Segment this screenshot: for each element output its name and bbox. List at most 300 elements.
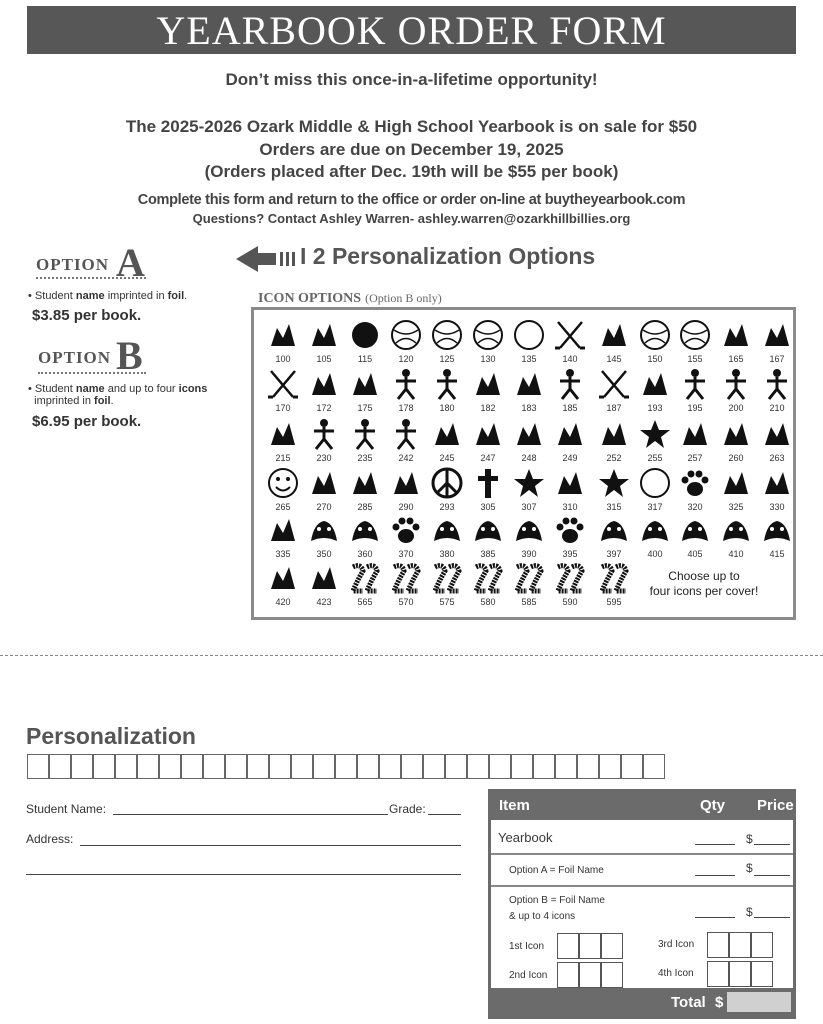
icon-4-label: 4th Icon bbox=[658, 968, 694, 979]
option-b-dollar: $ bbox=[746, 905, 753, 919]
yearbook-dollar: $ bbox=[746, 832, 753, 846]
icon-code: 307 bbox=[521, 502, 537, 512]
icon-code: 575 bbox=[439, 597, 455, 607]
personalization-letter-box[interactable] bbox=[225, 754, 247, 779]
icon-code: 249 bbox=[562, 453, 578, 463]
icon-code: 285 bbox=[357, 502, 373, 512]
icon-option bbox=[550, 561, 590, 611]
icon-code: 320 bbox=[687, 502, 703, 512]
icon-options-subtitle: (Option B only) bbox=[365, 291, 442, 305]
icon-code: 200 bbox=[728, 403, 744, 413]
icon-option bbox=[386, 318, 426, 368]
color-guard-icon bbox=[388, 417, 424, 451]
personalization-boxes bbox=[27, 754, 667, 780]
personalization-letter-box[interactable] bbox=[467, 754, 489, 779]
icon-1-label: 1st Icon bbox=[509, 941, 545, 952]
icon-code: 245 bbox=[439, 453, 455, 463]
icon-option bbox=[635, 318, 675, 368]
icon-code: 565 bbox=[357, 597, 373, 607]
option-b-row-label-1: Option B = Foil Name bbox=[509, 895, 605, 906]
tagline: Don’t miss this once-in-a-lifetime opportunity! bbox=[225, 70, 598, 89]
icon-option bbox=[345, 513, 385, 563]
option-a-row-label: Option A = Foil Name bbox=[509, 865, 604, 876]
contact-line: Questions? Contact Ashley Warren- ashley.warren@ozarkhillbillies.org bbox=[192, 211, 631, 226]
wildcat-icon bbox=[429, 513, 465, 547]
icon-code: 335 bbox=[275, 549, 291, 559]
icon-option bbox=[468, 367, 508, 417]
icon-option bbox=[716, 466, 756, 516]
form-title-banner bbox=[27, 6, 796, 54]
anchor-icon bbox=[759, 466, 795, 500]
icon-code: 385 bbox=[480, 549, 496, 559]
icon-code: 252 bbox=[606, 453, 622, 463]
icon-code: 145 bbox=[606, 354, 622, 364]
icon-choice-note: Choose up to four icons per cover! bbox=[649, 569, 759, 598]
icon-option bbox=[509, 466, 549, 516]
option-a-word: OPTION bbox=[36, 255, 110, 274]
icon-option bbox=[550, 513, 590, 563]
personalization-letter-box[interactable] bbox=[599, 754, 621, 779]
icon-option bbox=[635, 367, 675, 417]
icon-option bbox=[427, 417, 467, 467]
year-27-icon bbox=[552, 561, 588, 595]
year-26-icon bbox=[511, 561, 547, 595]
skeet-shooting-icon bbox=[759, 417, 795, 451]
icon-code: 210 bbox=[769, 403, 785, 413]
icon-option bbox=[550, 417, 590, 467]
total-label: Total bbox=[671, 994, 706, 1011]
rose-icon bbox=[388, 466, 424, 500]
personalization-letter-box[interactable] bbox=[181, 754, 203, 779]
flag-icon bbox=[718, 466, 754, 500]
icon-option bbox=[509, 417, 549, 467]
icon-code: 397 bbox=[606, 549, 622, 559]
stars-wand-icon bbox=[637, 417, 673, 451]
options-heading: I 2 Personalization Options bbox=[300, 243, 596, 269]
icon-code: 235 bbox=[357, 453, 373, 463]
icon-code: 370 bbox=[398, 549, 414, 559]
icon-code: 350 bbox=[316, 549, 332, 559]
icon-option bbox=[550, 367, 590, 417]
year-25-icon bbox=[470, 561, 506, 595]
icon-code: 248 bbox=[521, 453, 537, 463]
col-price: Price bbox=[757, 797, 794, 814]
icon-options-title bbox=[258, 289, 442, 307]
personalization-letter-box[interactable] bbox=[445, 754, 467, 779]
icon-option bbox=[594, 466, 634, 516]
hurdler-icon bbox=[552, 367, 588, 401]
cut-line bbox=[0, 655, 823, 656]
personalization-letter-box[interactable] bbox=[247, 754, 269, 779]
personalization-letter-box[interactable] bbox=[27, 754, 49, 779]
icon-2-code-field[interactable] bbox=[557, 962, 623, 988]
icon-code: 590 bbox=[562, 597, 578, 607]
address-label: Address: bbox=[26, 832, 74, 846]
gymnast-icon bbox=[677, 367, 713, 401]
swimmer-icon bbox=[759, 367, 795, 401]
icon-option bbox=[345, 561, 385, 611]
drum-major-icon bbox=[347, 417, 383, 451]
icon-code: 165 bbox=[728, 354, 744, 364]
icon-code: 420 bbox=[275, 597, 291, 607]
icon-option bbox=[757, 318, 797, 368]
volleyball-icon bbox=[429, 318, 465, 352]
icon-option bbox=[468, 561, 508, 611]
stars-icon bbox=[596, 466, 632, 500]
tennis-racket-icon bbox=[718, 318, 754, 352]
theater-masks-icon bbox=[596, 417, 632, 451]
yearbook-price[interactable] bbox=[754, 844, 790, 845]
icon-code: 195 bbox=[687, 403, 703, 413]
icon-option bbox=[345, 466, 385, 516]
icon-code: 400 bbox=[647, 549, 663, 559]
eagle-icon bbox=[677, 513, 713, 547]
yearbook-label: Yearbook bbox=[498, 830, 553, 845]
icon-code: 317 bbox=[647, 502, 663, 512]
icon-option bbox=[468, 318, 508, 368]
total-dollar: $ bbox=[715, 994, 724, 1011]
icon-option bbox=[550, 318, 590, 368]
clover-icon bbox=[677, 466, 713, 500]
icon-option bbox=[427, 318, 467, 368]
icon-4-code-field[interactable] bbox=[707, 961, 773, 987]
hockey-sticks-icon bbox=[265, 367, 301, 401]
row-option-b bbox=[491, 887, 793, 992]
icon-option bbox=[386, 466, 426, 516]
personalization-letter-box[interactable] bbox=[577, 754, 599, 779]
icon-code: 242 bbox=[398, 453, 414, 463]
icon-option bbox=[468, 466, 508, 516]
icon-option bbox=[757, 367, 797, 417]
option-b-label bbox=[38, 333, 146, 378]
icon-option bbox=[468, 513, 508, 563]
icon-code: 193 bbox=[647, 403, 663, 413]
icon-option bbox=[386, 561, 426, 611]
icon-code: 230 bbox=[316, 453, 332, 463]
icon-option bbox=[675, 513, 715, 563]
option-a-qty[interactable] bbox=[695, 875, 735, 876]
personalization-letter-box[interactable] bbox=[159, 754, 181, 779]
year-24-icon bbox=[429, 561, 465, 595]
personalization-letter-box[interactable] bbox=[401, 754, 423, 779]
personalization-letter-box[interactable] bbox=[643, 754, 665, 779]
wrestling-icon bbox=[429, 367, 465, 401]
icon-option bbox=[427, 466, 467, 516]
personalization-letter-box[interactable] bbox=[555, 754, 577, 779]
icon-option bbox=[716, 417, 756, 467]
option-a-dollar: $ bbox=[746, 861, 753, 875]
icon-option bbox=[427, 561, 467, 611]
student-name-label: Student Name: bbox=[26, 802, 107, 816]
option-b-word: OPTION bbox=[38, 348, 112, 367]
icon-option bbox=[594, 318, 634, 368]
icon-code: 310 bbox=[562, 502, 578, 512]
return-instructions: Complete this form and return to the office or order on-line at buytheyearbook.com bbox=[137, 192, 686, 208]
icon-3-code-field[interactable] bbox=[707, 932, 773, 958]
personalization-letter-box[interactable] bbox=[49, 754, 71, 779]
left-arrow-icon bbox=[236, 246, 306, 272]
icon-option bbox=[304, 513, 344, 563]
sale-line: The 2025-2026 Ozark Middle & High School Yearbook is on sale for $50 bbox=[125, 117, 698, 136]
cheerleader-icon bbox=[718, 367, 754, 401]
personalization-letter-box[interactable] bbox=[357, 754, 379, 779]
icon-code: 182 bbox=[480, 403, 496, 413]
baseball-glove-icon bbox=[596, 318, 632, 352]
option-a-letter: A bbox=[116, 240, 145, 285]
icon-code: 130 bbox=[480, 354, 496, 364]
icon-1-code-field[interactable] bbox=[557, 933, 623, 959]
icon-3-label: 3rd Icon bbox=[658, 939, 695, 950]
icon-code: 290 bbox=[398, 502, 414, 512]
sheet-music-icon bbox=[429, 417, 465, 451]
icon-option bbox=[594, 367, 634, 417]
row-yearbook bbox=[491, 820, 793, 855]
icon-option bbox=[263, 367, 303, 417]
icon-code: 270 bbox=[316, 502, 332, 512]
order-table bbox=[488, 789, 796, 1019]
icon-option bbox=[509, 561, 549, 611]
icon-option bbox=[550, 466, 590, 516]
icon-code: 405 bbox=[687, 549, 703, 559]
icon-option bbox=[304, 417, 344, 467]
total-field[interactable] bbox=[727, 992, 791, 1012]
icon-option bbox=[594, 561, 634, 611]
personalization-letter-box[interactable] bbox=[533, 754, 555, 779]
icon-option bbox=[304, 367, 344, 417]
icon-option bbox=[468, 417, 508, 467]
icon-code: 105 bbox=[316, 354, 332, 364]
personalization-letter-box[interactable] bbox=[115, 754, 137, 779]
icon-option bbox=[635, 466, 675, 516]
cross-icon bbox=[470, 466, 506, 500]
icon-option bbox=[716, 513, 756, 563]
icon-code: 580 bbox=[480, 597, 496, 607]
option-a-label bbox=[36, 240, 146, 285]
art-palette-icon bbox=[677, 417, 713, 451]
cheer-pompom-icon bbox=[637, 367, 673, 401]
icon-option bbox=[509, 367, 549, 417]
icon-option bbox=[757, 417, 797, 467]
icon-option bbox=[675, 318, 715, 368]
option-b-price: $6.95 per book. bbox=[32, 413, 142, 430]
icon-code: 178 bbox=[398, 403, 414, 413]
icon-code: 265 bbox=[275, 502, 291, 512]
atom-icon bbox=[637, 466, 673, 500]
open-book-icon bbox=[306, 561, 342, 595]
address-field-line-1[interactable] bbox=[80, 845, 461, 846]
col-item: Item bbox=[499, 797, 530, 814]
icon-code: 120 bbox=[398, 354, 414, 364]
mustang-icon bbox=[470, 513, 506, 547]
icon-option bbox=[263, 466, 303, 516]
icon-option bbox=[263, 417, 303, 467]
personalization-letter-box[interactable] bbox=[621, 754, 643, 779]
icon-code: 305 bbox=[480, 502, 496, 512]
icon-options-heading: ICON OPTIONS bbox=[258, 291, 362, 306]
scroll-flourish-icon bbox=[347, 466, 383, 500]
icon-code: 185 bbox=[562, 403, 578, 413]
icon-code: 415 bbox=[769, 549, 785, 559]
year-28-icon bbox=[596, 561, 632, 595]
year-23-icon bbox=[388, 561, 424, 595]
option-b-row-label-2: & up to 4 icons bbox=[509, 911, 576, 922]
icon-code: 155 bbox=[687, 354, 703, 364]
deer-icon bbox=[347, 513, 383, 547]
icon-option bbox=[757, 513, 797, 563]
icon-option bbox=[386, 367, 426, 417]
star-of-david-icon bbox=[511, 466, 547, 500]
icon-option bbox=[263, 513, 303, 563]
icon-option bbox=[675, 367, 715, 417]
guitar-icon bbox=[470, 417, 506, 451]
option-b-description: • Student name and up to four icons imprinted in foil. bbox=[28, 383, 208, 407]
icon-code: 263 bbox=[769, 453, 785, 463]
crown-icon bbox=[552, 466, 588, 500]
panther-icon bbox=[718, 513, 754, 547]
icon-code: 100 bbox=[275, 354, 291, 364]
foam-finger-icon bbox=[265, 318, 301, 352]
personalization-letter-box[interactable] bbox=[335, 754, 357, 779]
robot-arm-icon bbox=[552, 417, 588, 451]
option-a-description: • Student name imprinted in foil. bbox=[28, 290, 188, 302]
hornet-icon bbox=[511, 513, 547, 547]
icon-code: 585 bbox=[521, 597, 537, 607]
icon-code: 360 bbox=[357, 549, 373, 559]
icon-option bbox=[386, 513, 426, 563]
icon-code: 247 bbox=[480, 453, 496, 463]
icon-option bbox=[427, 367, 467, 417]
icon-code: 570 bbox=[398, 597, 414, 607]
personalization-letter-box[interactable] bbox=[291, 754, 313, 779]
icon-code: 325 bbox=[728, 502, 744, 512]
horse-icon bbox=[759, 513, 795, 547]
palm-trees-icon bbox=[306, 466, 342, 500]
personalization-letter-box[interactable] bbox=[137, 754, 159, 779]
personalization-letter-box[interactable] bbox=[423, 754, 445, 779]
icon-code: 172 bbox=[316, 403, 332, 413]
bear-paw-icon bbox=[552, 513, 588, 547]
dumbbell-icon bbox=[265, 417, 301, 451]
icon-code: 180 bbox=[439, 403, 455, 413]
personalization-letter-box[interactable] bbox=[511, 754, 533, 779]
icon-code: 167 bbox=[769, 354, 785, 364]
crossed-sticks-icon bbox=[596, 367, 632, 401]
bowling-icon bbox=[347, 367, 383, 401]
spartan-helmet-icon bbox=[596, 513, 632, 547]
icon-option bbox=[675, 417, 715, 467]
order-total-row bbox=[491, 988, 793, 1016]
dancers-icon bbox=[306, 417, 342, 451]
icon-option bbox=[263, 318, 303, 368]
icon-code: 215 bbox=[275, 453, 291, 463]
icon-code: 293 bbox=[439, 502, 455, 512]
address-field-line-2[interactable] bbox=[26, 874, 461, 875]
icon-option bbox=[716, 367, 756, 417]
icon-code: 315 bbox=[606, 502, 622, 512]
option-a-price-field[interactable] bbox=[754, 875, 790, 876]
icon-code: 255 bbox=[647, 453, 663, 463]
lacrosse-stick-icon bbox=[306, 367, 342, 401]
icon-code: 187 bbox=[606, 403, 622, 413]
cross-country-icon bbox=[511, 367, 547, 401]
camera-icon bbox=[511, 417, 547, 451]
icon-code: 395 bbox=[562, 549, 578, 559]
order-table-header bbox=[491, 792, 793, 820]
icon-2-label: 2nd Icon bbox=[509, 970, 548, 981]
personalization-letter-box[interactable] bbox=[269, 754, 291, 779]
smiley-icon bbox=[265, 466, 301, 500]
student-name-field[interactable] bbox=[113, 814, 388, 815]
pennant-icon bbox=[306, 318, 342, 352]
football-icon bbox=[388, 318, 424, 352]
icon-code: 257 bbox=[687, 453, 703, 463]
icon-option bbox=[345, 417, 385, 467]
icon-option bbox=[594, 513, 634, 563]
winged-shoe-icon bbox=[470, 367, 506, 401]
personalization-letter-box[interactable] bbox=[203, 754, 225, 779]
icon-code: 125 bbox=[439, 354, 455, 364]
personalization-letter-box[interactable] bbox=[71, 754, 93, 779]
icon-code: 595 bbox=[606, 597, 622, 607]
icon-option bbox=[427, 513, 467, 563]
personalization-letter-box[interactable] bbox=[313, 754, 335, 779]
crossed-bats-icon bbox=[552, 318, 588, 352]
icon-option bbox=[345, 318, 385, 368]
icon-option bbox=[345, 367, 385, 417]
icon-code: 260 bbox=[728, 453, 744, 463]
option-b-price-field[interactable] bbox=[754, 917, 790, 918]
option-b-qty[interactable] bbox=[695, 917, 735, 918]
grade-field[interactable] bbox=[428, 814, 461, 815]
icon-option bbox=[509, 513, 549, 563]
col-qty: Qty bbox=[700, 797, 726, 814]
icon-option bbox=[757, 466, 797, 516]
icon-code: 390 bbox=[521, 549, 537, 559]
icon-option bbox=[386, 417, 426, 467]
icon-code: 115 bbox=[357, 354, 373, 364]
skate-icon bbox=[759, 318, 795, 352]
due-line: Orders are due on December 19, 2025 bbox=[259, 140, 564, 159]
paw-print-icon bbox=[388, 513, 424, 547]
row-option-a bbox=[491, 855, 793, 887]
icon-option bbox=[304, 466, 344, 516]
icon-option bbox=[716, 318, 756, 368]
helmet-icon bbox=[347, 318, 383, 352]
icon-code: 410 bbox=[728, 549, 744, 559]
icon-option bbox=[635, 513, 675, 563]
personalization-letter-box[interactable] bbox=[489, 754, 511, 779]
late-price-line: (Orders placed after Dec. 19th will be $55 per book) bbox=[204, 162, 619, 181]
icon-code: 135 bbox=[521, 354, 537, 364]
icon-code: 423 bbox=[316, 597, 332, 607]
bulldog-icon bbox=[637, 513, 673, 547]
graduation-cap-icon bbox=[265, 561, 301, 595]
icon-option bbox=[594, 417, 634, 467]
icon-option bbox=[304, 561, 344, 611]
option-a-price: $3.85 per book. bbox=[32, 307, 142, 324]
personalization-letter-box[interactable] bbox=[379, 754, 401, 779]
turtle-icon bbox=[306, 513, 342, 547]
personalization-letter-box[interactable] bbox=[93, 754, 115, 779]
form-title: YEARBOOK ORDER FORM bbox=[156, 8, 667, 53]
icon-code: 330 bbox=[769, 502, 785, 512]
icon-option bbox=[263, 561, 303, 611]
yearbook-qty[interactable] bbox=[695, 844, 735, 845]
icon-option bbox=[304, 318, 344, 368]
icon-code: 380 bbox=[439, 549, 455, 559]
icon-code: 183 bbox=[521, 403, 537, 413]
golf-ball-icon bbox=[511, 318, 547, 352]
